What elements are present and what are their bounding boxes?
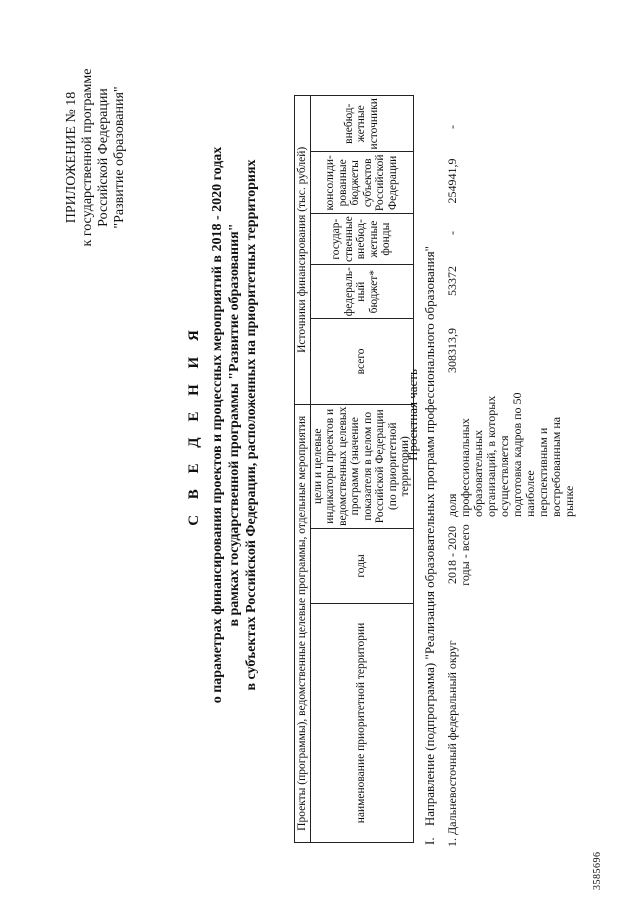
heading-line-3: в субъектах Российской Федерации, расположенных на приоритетных территориях — [244, 159, 259, 691]
row-federal: 53372 — [445, 266, 459, 296]
table-header-row — [310, 96, 413, 843]
heading-title: С В Е Д Е Н И Я — [186, 324, 202, 526]
row-total: 308313,9 — [445, 328, 459, 373]
direction-line — [422, 125, 438, 845]
table-header-group-row — [295, 96, 311, 843]
row-state-funds: - — [445, 231, 459, 235]
header-federal: федераль-ный бюджет* — [310, 265, 413, 319]
section-label: Проектная часть — [405, 369, 420, 461]
appendix-line-4: "Развитие образования" — [112, 86, 127, 229]
appendix-block — [64, 15, 128, 300]
header-sources-group: Источники финансирования (тыс. рублей) — [295, 96, 311, 405]
header-projects-group: Проекты (программы), ведомственные целевые программы, отдельные мероприятия — [295, 404, 311, 842]
header-state-funds: государ-ственные внебюд-жетные фонды — [310, 214, 413, 265]
row-goal: доля профессиональных образовательных организаций, в которых осуществляется подготовка кадров по 50 наиболее перспективным и востребованным на рынке — [445, 392, 576, 517]
appendix-number: ПРИЛОЖЕНИЕ № 18 — [64, 91, 79, 224]
header-consolidated: консолиди-рованные бюджеты субъектов Российской Федерации — [310, 152, 413, 214]
row-years: 2018 - 2020 годы - всего — [445, 524, 472, 586]
header-total: всего — [310, 319, 413, 404]
header-goals: цели и целевые индикаторы проектов и ведомственных целевых программ (значение показателя в целом по Российской Федерации (по приоритетной территории) — [310, 404, 413, 528]
header-extra: внебюд-жетные источники — [310, 96, 413, 152]
document-heading — [186, 95, 260, 755]
heading-line-2: в рамках государственной программы "Развитие образования" — [227, 223, 242, 627]
appendix-line-3: Российской Федерации — [96, 88, 111, 227]
direction-text: Направление (подпрограмма) "Реализация образовательных программ профессионального образования" — [422, 246, 437, 827]
document-id: 3585696 — [592, 851, 603, 890]
header-years: годы — [310, 528, 413, 603]
row-consolidated: 254941,9 — [445, 158, 459, 204]
row-territory: 1. Дальневосточный федеральный округ — [445, 640, 459, 847]
heading-line-1: о параметрах финансирования проектов и процессных мероприятий в 2018 - 2020 годах — [210, 146, 225, 704]
direction-number: I. — [422, 837, 437, 845]
financing-table — [294, 95, 414, 843]
row-extra: - — [445, 125, 459, 129]
appendix-line-2: к государственной программе — [80, 68, 95, 247]
header-territory: наименование приоритетной территории — [310, 603, 413, 842]
